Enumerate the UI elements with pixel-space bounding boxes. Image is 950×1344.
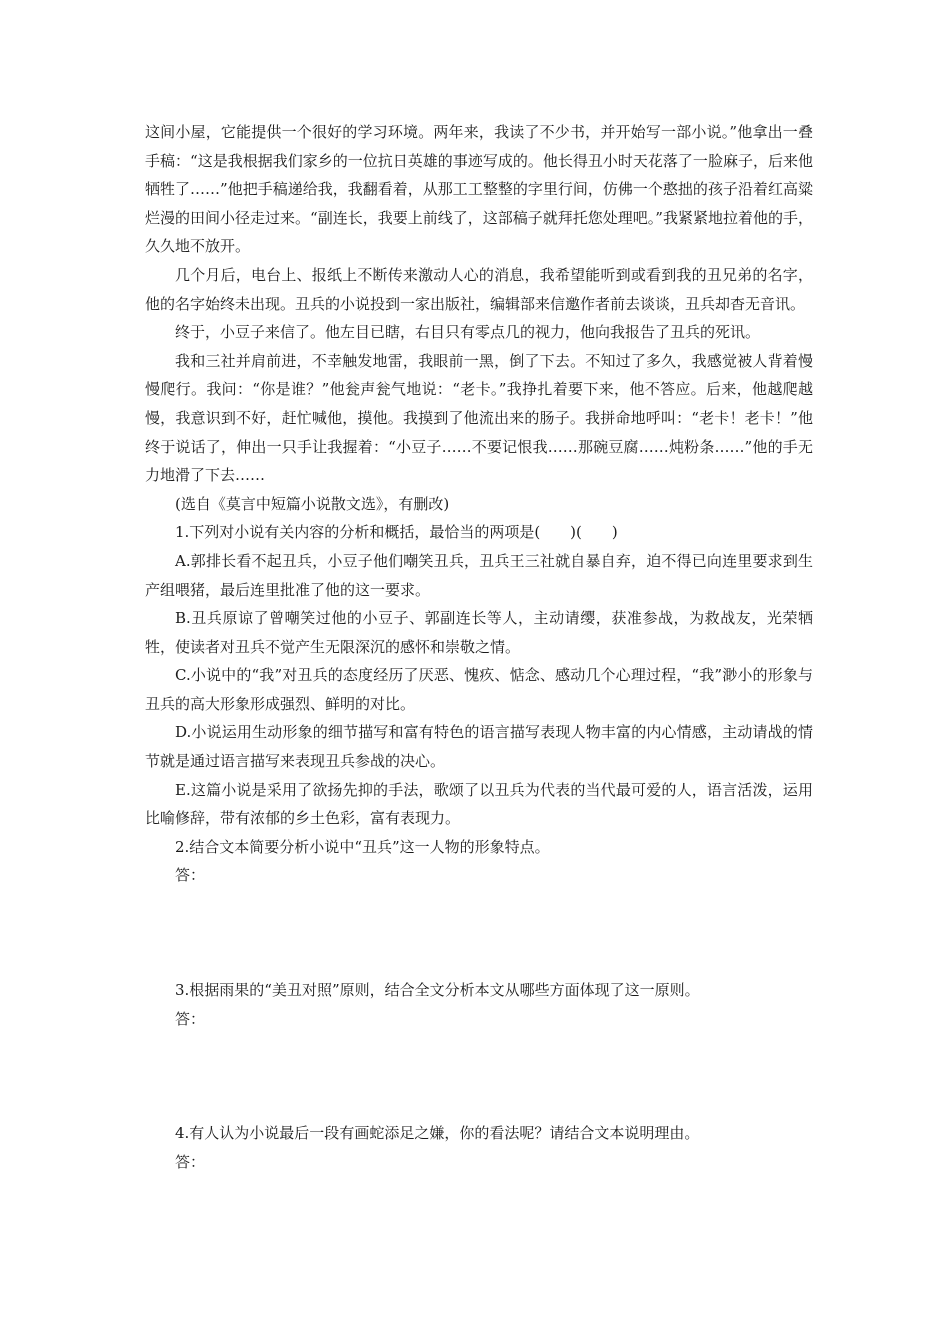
question-2-stem: 2.结合文本简要分析小说中“丑兵”这一人物的形象特点。 [175,837,550,856]
question-1-option-a: A.郭排长看不起丑兵，小豆子他们嘲笑丑兵，丑兵王三社就自暴自弃，迫不得已向连里要求到生产组喂猪，最后连里批准了他的这一要求。 [145,551,813,599]
question-1-option-b: B.丑兵原谅了曾嘲笑过他的小豆子、郭副连长等人，主动请缨，获准参战，为救战友，光荣牺牲，使读者对丑兵不觉产生无限深沉的感怀和崇敬之情。 [145,609,813,656]
story-paragraph-4: 我和三社并肩前进，不幸触发地雷，我眼前一黑，倒了下去。不知过了多久，我感觉被人背着慢慢爬行。我问：“你是谁？”他瓮声瓮气地说：“老卡。”我挣扎着要下来，他不答应。后来，他越爬越慢，我意识到不好，赶忙喊他，摸他。我摸到了他流出来的肠子。我拼命地呼叫：“老卡！老卡！”他终于说话了，伸出一只手让我握着：“小豆子……不要记恨我……那碗豆腐……炖粉条……”他的手无力地滑了下去…… [145,351,813,485]
question-3-answer-space [145,1033,813,1119]
question-1-stem: 1.下列对小说有关内容的分析和概括，最恰当的两项是( )( ) [175,523,618,542]
question-2-answer-label: 答： [175,866,206,885]
story-paragraph-3: 终于，小豆子来信了。他左目已瞎，右目只有零点几的视力，他向我报告了丑兵的死讯。 [175,323,761,342]
question-3-answer-label: 答： [175,1009,206,1028]
question-1-option-d: D.小说运用生动形象的细节描写和富有特色的语言描写表现人物丰富的内心情感，主动请战的情节就是通过语言描写来表现丑兵参战的决心。 [145,723,813,771]
story-paragraph-1: 这间小屋，它能提供一个很好的学习环境。两年来，我读了不少书，并开始写一部小说。”他拿出一叠手稿：“这是我根据我们家乡的一位抗日英雄的事迹写成的。他长得丑小时天花落了一脸麻子，后来他牺牲了……”他把手稿递给我，我翻看着，从那工工整整的字里行间，仿佛一个憨拙的孩子沿着红高粱烂漫的田间小径走过来。“副连长，我要上前线了，这部稿子就拜托您处理吧。”我紧紧地拉着他的手，久久地不放开。 [145,123,813,256]
story-paragraph-2: 几个月后，电台上、报纸上不断传来激动人心的消息，我希望能听到或看到我的丑兄弟的名字，他的名字始终未出现。丑兵的小说投到一家出版社，编辑部来信邀作者前去谈谈，丑兵却杳无音讯。 [145,265,813,313]
question-4-stem: 4.有人认为小说最后一段有画蛇添足之嫌，你的看法呢？请结合文本说明理由。 [175,1124,700,1143]
document-page [145,118,813,1176]
question-1-option-e: E.这篇小说是采用了欲扬先抑的手法，歌颂了以丑兵为代表的当代最可爱的人，语言活泼，运用比喻修辞，带有浓郁的乡土色彩，富有表现力。 [145,780,813,828]
question-3-stem: 3.根据雨果的“美丑对照”原则，结合全文分析本文从哪些方面体现了这一原则。 [175,981,700,1000]
question-1-option-c: C.小说中的“我”对丑兵的态度经历了厌恶、愧疚、惦念、感动几个心理过程，“我”渺小的形象与丑兵的高大形象形成强烈、鲜明的对比。 [145,666,813,713]
question-4-answer-label: 答： [175,1152,206,1171]
source-citation: (选自《莫言中短篇小说散文选》，有删改) [175,494,450,513]
question-2-answer-space [145,890,813,976]
